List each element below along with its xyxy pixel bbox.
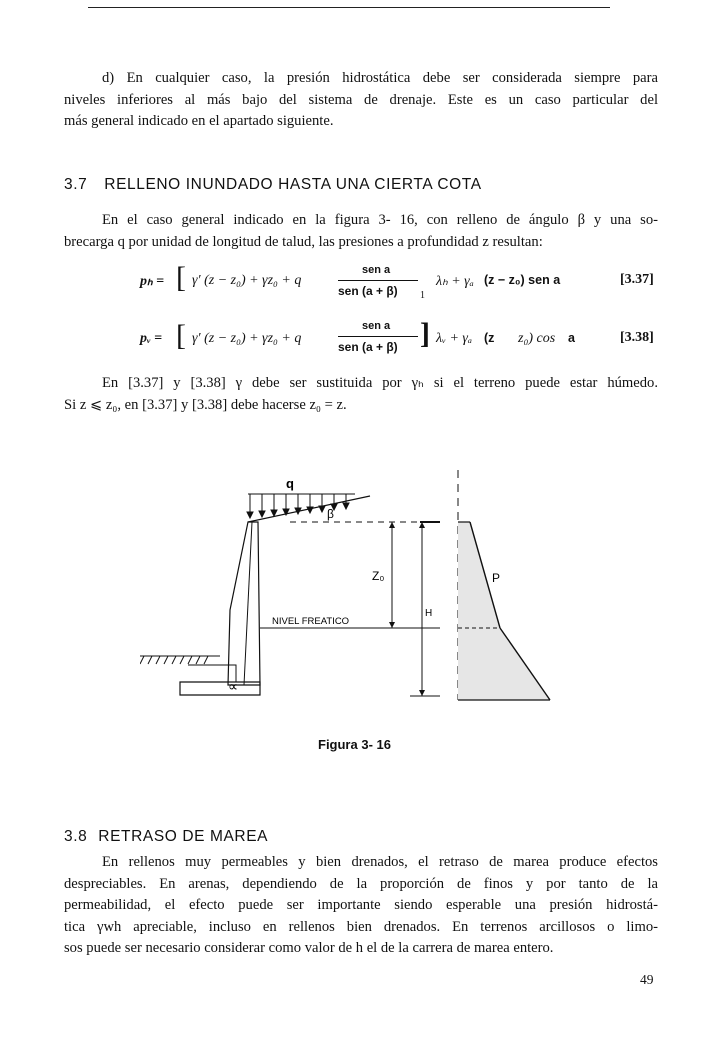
paragraph-line: Si z ⩽ z₀, en [3.37] y [3.38] debe hacerse z₀ = z.: [64, 396, 347, 413]
section-heading-3-7: [64, 176, 482, 194]
fraction-numerator: sen a: [362, 264, 391, 276]
wall-face: [244, 522, 252, 685]
angle-label-beta: β: [327, 507, 334, 521]
section-title: RETRASO DE MAREA: [98, 828, 269, 845]
equation-lhs: pₕ =: [140, 274, 165, 289]
paragraph-line: En el caso general indicado en la figura 3- 16, con relleno de ángulo β y una so-: [102, 212, 658, 228]
paragraph-d: [64, 68, 658, 133]
paragraph-line: tica γwh apreciable, incluso en rellenos bien drenados. En terrenos arcillosos o limo-: [64, 918, 658, 935]
equation-3-37: [120, 258, 660, 308]
paragraph-line: niveles inferiores al más bajo del sistema de drenaje. Este es un caso particular del: [64, 91, 658, 108]
backfill-slope: [248, 496, 370, 522]
section-number: 3.7: [64, 176, 88, 193]
fraction-bar: [338, 280, 418, 281]
equation-tail-bold: (z − z₀) sen a: [484, 273, 561, 287]
equation-body: γ′ (z − z₀) + γz₀ + q: [192, 273, 302, 288]
pressure-label-P: P: [492, 571, 501, 585]
paragraph-3-8: [64, 852, 658, 960]
bracket-open: [: [176, 261, 186, 294]
page-number: 49: [640, 972, 654, 987]
arrowhead: [389, 622, 395, 628]
paragraph-line: sos puede ser necesario considerar como valor de h el de la carrera de marea entero.: [64, 940, 554, 956]
equation-tail-mid: z₀) cos: [518, 331, 556, 346]
pressure-fill: [458, 522, 550, 700]
load-label-q: q: [286, 476, 294, 491]
figure-3-16: [140, 460, 580, 710]
paragraph-line: más general indicado en el apartado siguiente.: [64, 113, 334, 129]
paragraph-line: permeabilidad, el efecto puede ser importante siendo esperable una presión hidrostá-: [64, 897, 658, 913]
equation-reference: [3.38]: [620, 330, 654, 345]
paragraph-line: despreciables. En arenas, dependiendo de la proporción de finos y por tanto de la: [64, 875, 658, 892]
dimension-label-z0: Z₀: [372, 569, 385, 583]
paragraph-line: En rellenos muy permeables y bien drenados, el retraso de marea produce efectos: [102, 854, 658, 870]
paragraph-line: brecarga q por unidad de longitud de talud, las presiones a profundidad z resultan:: [64, 233, 543, 250]
fraction-denominator: sen (a + β): [338, 284, 398, 298]
arrowhead: [419, 690, 425, 696]
bracket-open: [: [176, 319, 186, 352]
surcharge-arrows: [247, 494, 355, 518]
equation-tail: λₕ + γₐ: [436, 274, 474, 289]
angle-label-alpha: ∝: [228, 678, 239, 694]
wall-base: [180, 682, 260, 695]
fraction-bar: [338, 336, 418, 337]
equation-lhs: pᵥ =: [140, 331, 163, 346]
retaining-wall: [228, 522, 260, 685]
section-number: 3.8: [64, 828, 88, 845]
subscript: 1: [420, 290, 425, 301]
water-table-label: NIVEL FREATICO: [272, 616, 350, 627]
fraction-numerator: sen a: [362, 320, 391, 332]
paragraph-substitution: [64, 373, 658, 416]
fraction-denominator: sen (a + β): [338, 340, 398, 354]
paragraph-line: d) En cualquier caso, la presión hidrostática debe ser considerada siempre para: [102, 70, 658, 86]
top-rule: [88, 7, 610, 8]
bracket-close: ]: [420, 317, 430, 350]
section-heading-3-8: [64, 828, 268, 846]
dimension-label-H: H: [425, 608, 433, 619]
equation-3-38: [120, 316, 660, 366]
figure-caption: Figura 3- 16: [318, 737, 391, 752]
equation-tail-end: a: [568, 331, 575, 345]
equation-tail-bold: (z: [484, 331, 495, 345]
section-title: RELLENO INUNDADO HASTA UNA CIERTA COTA: [104, 176, 482, 193]
arrowhead: [389, 522, 395, 528]
equation-tail: λᵥ + γₐ: [436, 331, 473, 346]
paragraph-3-7: [64, 210, 658, 253]
equation-reference: [3.37]: [620, 272, 654, 287]
paragraph-line: En [3.37] y [3.38] γ debe ser sustituida por γₕ si el terreno puede estar húmedo.: [102, 375, 658, 391]
front-ground-hatch: [140, 656, 220, 664]
equation-body: γ′ (z − z₀) + γz₀ + q: [192, 331, 302, 346]
